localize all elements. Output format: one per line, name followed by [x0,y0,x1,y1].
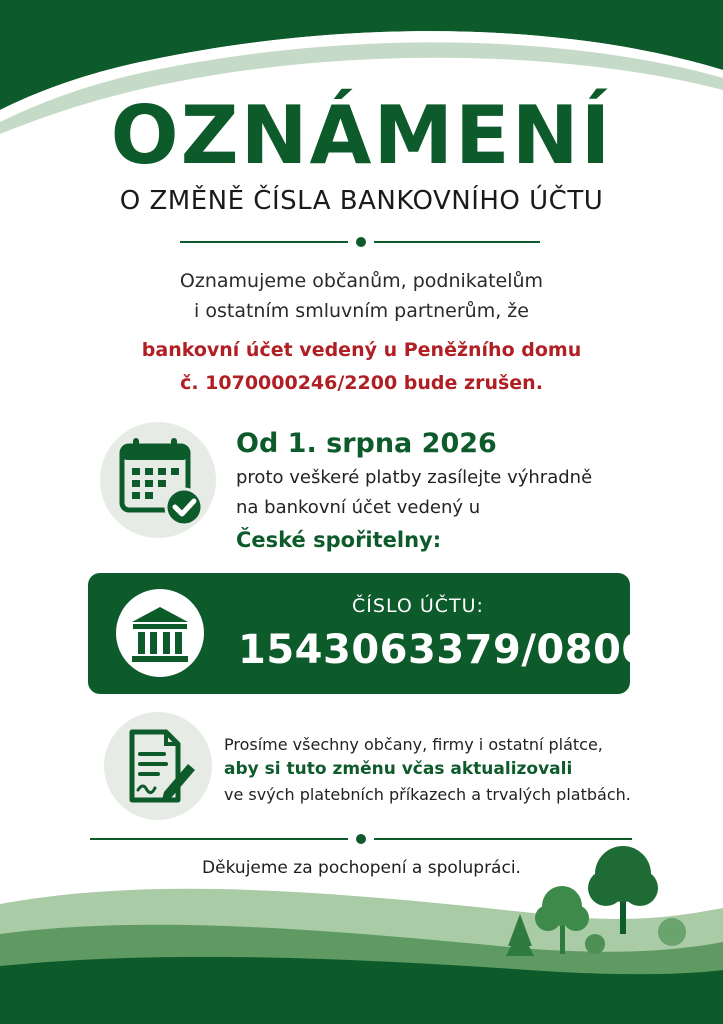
page-subtitle: O ZMĚNĚ ČÍSLA BANKOVNÍHO ÚČTU [119,186,604,216]
bottom-landscape-decoration [0,844,723,1024]
account-number-box [88,573,650,694]
intro-text [0,266,723,400]
account-number[interactable]: 1543063379/0800 [238,627,650,673]
calendar-check-icon [100,422,216,538]
page-title: OZNÁMENÍ [110,89,613,182]
request-text [224,732,694,807]
intro-line: i ostatním smluvním partnerům, že [194,300,529,322]
divider-dot [356,834,366,844]
request-line: Prosíme všechny občany, firmy i ostatní plátce, [224,735,603,754]
bank-building-icon [116,589,204,677]
divider-right [374,838,632,840]
document-pen-icon [104,712,212,820]
divider-left [180,241,348,243]
bank-icon-circle [116,589,204,677]
closing-account-notice: bankovní účet vedený u Peněžního domu [141,339,582,361]
divider-dot [356,237,366,247]
account-label: ČÍSLO ÚČTU: [352,595,484,617]
calendar-icon-circle [100,422,216,538]
request-line: ve svých platebních příkazech a trvalých platbách. [224,785,631,804]
effective-date: Od 1. srpna 2026 [236,428,497,459]
request-highlight: aby si tuto změnu včas aktualizovali [224,759,573,779]
new-bank-name: České spořitelny: [236,528,442,552]
date-section [236,426,696,556]
closing-account-number: č. 1070000246/2200 bude zrušen. [180,372,543,394]
document-icon-circle [104,712,212,820]
intro-line: Oznamujeme občanům, podnikatelům [179,270,544,292]
date-text-line: na bankovní účet vedený u [236,497,481,518]
divider-right [374,241,540,243]
divider-left [90,838,348,840]
thanks-text: Děkujeme za pochopení a spolupráci. [202,858,521,878]
date-text-line: proto veškeré platby zasílejte výhradně [236,467,593,488]
